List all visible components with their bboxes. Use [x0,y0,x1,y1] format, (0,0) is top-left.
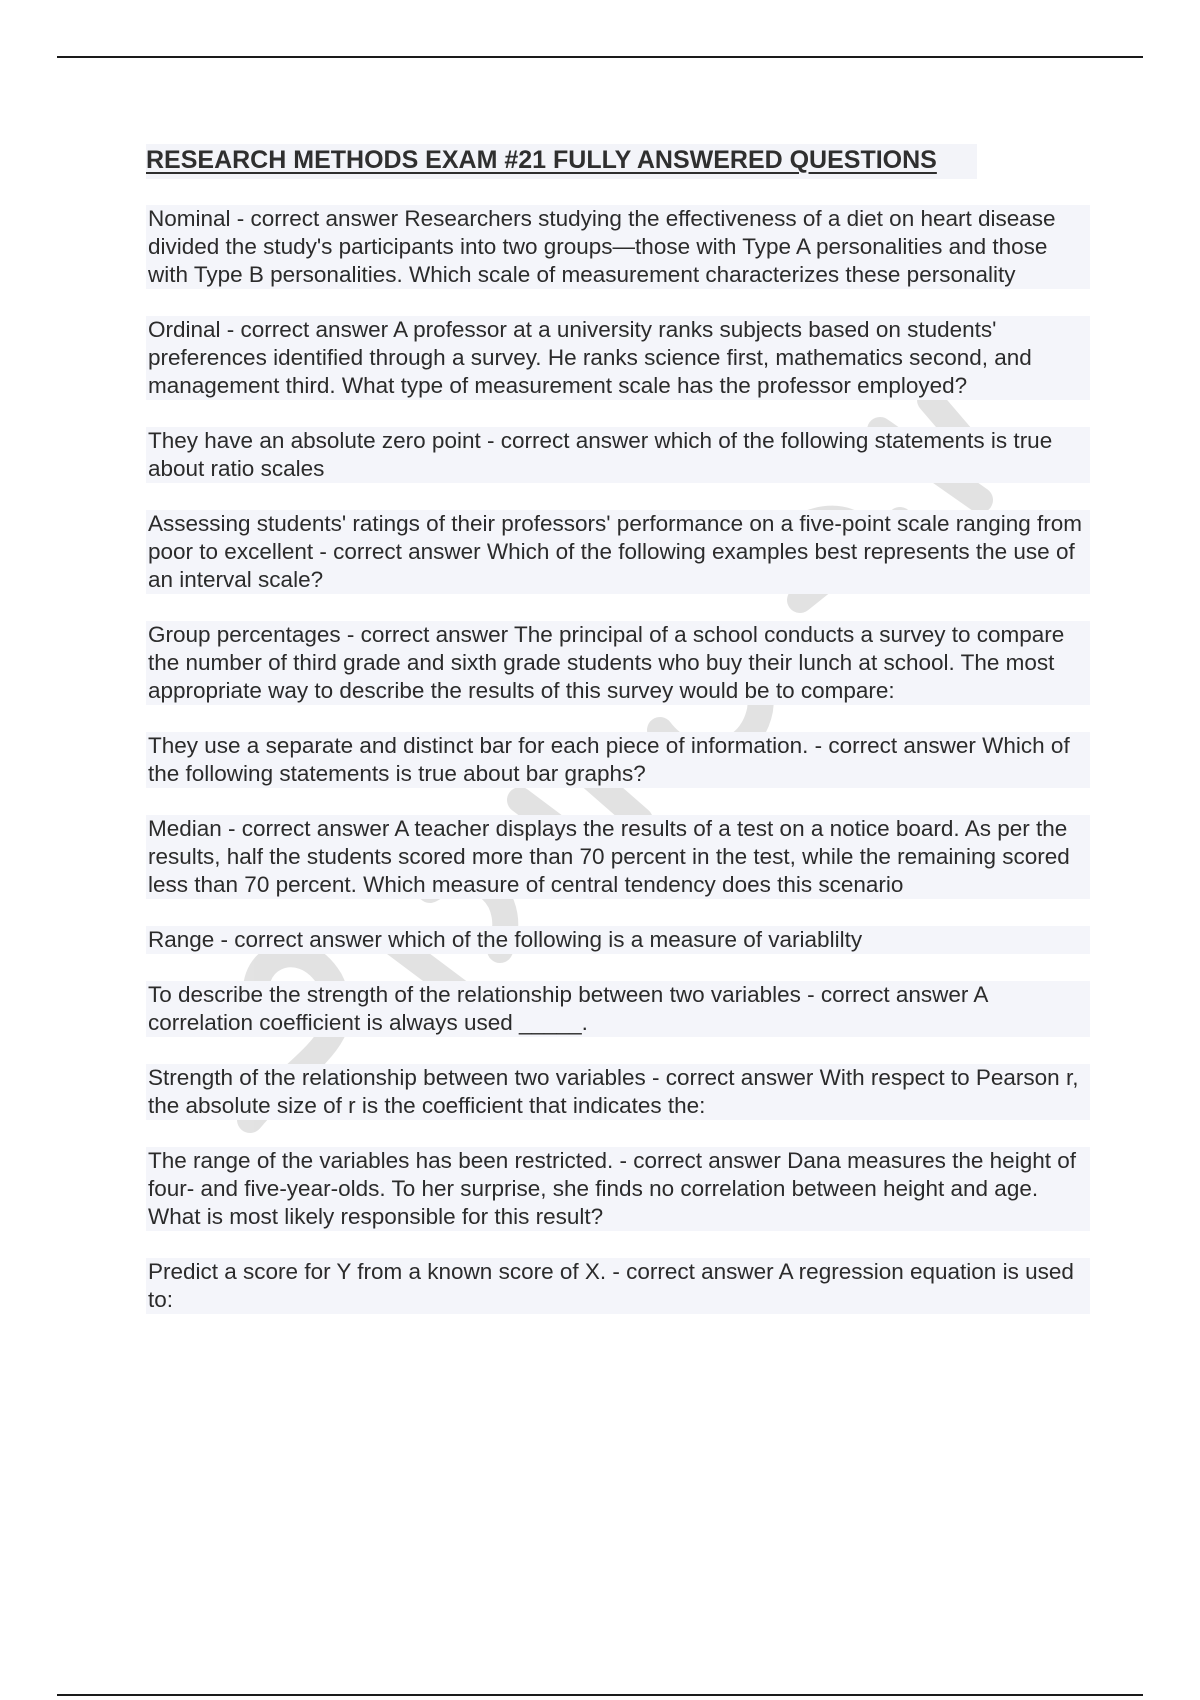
qa-item: To describe the strength of the relationship between two variables - correct answer A correlation coefficient is always used _____. [146,981,1090,1037]
qa-item: They have an absolute zero point - correct answer which of the following statements is true about ratio scales [146,427,1090,483]
document-body [146,144,1090,1341]
qa-item: Group percentages - correct answer The principal of a school conducts a survey to compare the number of third grade and sixth grade students who buy their lunch at school. The most appropriate way to describe the results of this survey would be to compare: [146,621,1090,705]
qa-item: The range of the variables has been restricted. - correct answer Dana measures the height of four- and five-year-olds. To her surprise, she finds no correlation between height and age. What is most likely responsible for this result? [146,1147,1090,1231]
qa-item: Predict a score for Y from a known score of X. - correct answer A regression equation is used to: [146,1258,1090,1314]
top-rule [57,56,1143,58]
bottom-rule [57,1694,1143,1696]
qa-item: Range - correct answer which of the following is a measure of variablilty [146,926,1090,954]
qa-item: Strength of the relationship between two variables - correct answer With respect to Pearson r, the absolute size of r is the coefficient that indicates the: [146,1064,1090,1120]
qa-item: They use a separate and distinct bar for each piece of information. - correct answer Which of the following statements is true about bar graphs? [146,732,1090,788]
document-title: RESEARCH METHODS EXAM #21 FULLY ANSWERED QUESTIONS [146,144,977,179]
qa-item: Assessing students' ratings of their professors' performance on a five-point scale ranging from poor to excellent - correct answer Which of the following examples best represents the use of an interval scale? [146,510,1090,594]
qa-item: Nominal - correct answer Researchers studying the effectiveness of a diet on heart disease divided the study's participants into two groups—those with Type A personalities and those with Type B personalities. Which scale of measurement characterizes these personality [146,205,1090,289]
qa-item: Ordinal - correct answer A professor at a university ranks subjects based on students' preferences identified through a survey. He ranks science first, mathematics second, and management third. What type of measurement scale has the professor employed? [146,316,1090,400]
qa-item: Median - correct answer A teacher displays the results of a test on a notice board. As per the results, half the students scored more than 70 percent in the test, while the remaining scored less than 70 percent. Which measure of central tendency does this scenario [146,815,1090,899]
